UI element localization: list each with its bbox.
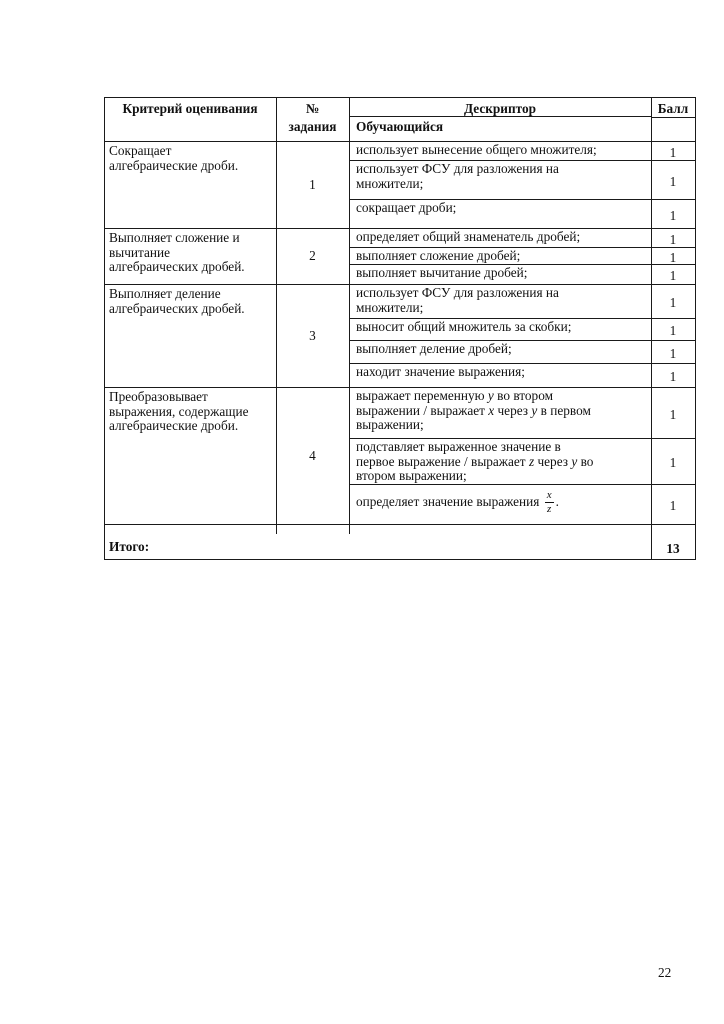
table-rule (651, 117, 696, 118)
descriptor-line: определяет значение выражения $\frac{x}{z}$ . (356, 489, 559, 516)
header-learner: Обучающийся (356, 119, 444, 134)
descriptor-line: выносит общий множитель за скобки; (356, 319, 572, 334)
total-score: 13 (666, 541, 680, 556)
criterion-text: Выполняет сложение и (109, 230, 240, 245)
descriptor-suffix: . (555, 494, 559, 509)
score-cell: 1 (669, 406, 677, 422)
table-rule (104, 559, 696, 560)
header-descriptor: Дескриптор (463, 101, 537, 116)
descriptor-line: находит значение выражения; (356, 364, 525, 379)
score-cell: 1 (669, 144, 677, 160)
score-cell: 1 (669, 295, 677, 310)
descriptor-line: выполняет деление дробей; (356, 341, 512, 356)
descriptor-line: множители; (356, 299, 424, 315)
descriptor-line: использует ФСУ для разложения на (356, 161, 559, 176)
criterion-text: выражения, содержащие (109, 403, 249, 419)
score-cell: 1 (669, 268, 677, 283)
descriptor-line: множители; (356, 175, 424, 191)
descriptor-line: выражении; (356, 417, 424, 432)
descriptor-line: первое выражение / выражает z через y во (356, 453, 594, 469)
table-rule (349, 97, 350, 534)
score-cell: 1 (669, 323, 677, 338)
table-rule (104, 97, 696, 98)
variable-symbol: z (528, 453, 535, 469)
descriptor-line: выполняет вычитание дробей; (356, 265, 528, 280)
table-rule (104, 524, 696, 525)
assessment-table (104, 97, 695, 559)
descriptor-line: втором выражении; (356, 468, 467, 483)
descriptor-line: использует вынесение общего множителя; (356, 142, 597, 157)
variable-symbol: x (488, 402, 495, 418)
header-task-number-symbol: № (305, 101, 320, 116)
fraction-denominator: z (547, 503, 552, 516)
table-rule (349, 116, 652, 117)
descriptor-line: выражает переменную y во втором (356, 388, 554, 403)
table-rule (276, 97, 277, 534)
task-number: 4 (309, 447, 316, 463)
header-criterion: Критерий оценивания (122, 101, 258, 116)
task-number: 1 (309, 176, 316, 192)
criterion-text: алгебраические дроби. (109, 418, 239, 433)
page-number: 22 (658, 965, 672, 980)
criterion-text: вычитание (109, 244, 171, 260)
total-label: Итого: (109, 539, 150, 554)
task-number: 2 (309, 248, 316, 263)
score-cell: 1 (669, 173, 677, 189)
score-cell: 1 (669, 455, 677, 470)
table-rule (349, 484, 696, 485)
score-cell: 1 (669, 231, 677, 247)
fraction-x-over-z (545, 490, 554, 515)
descriptor-line: использует ФСУ для разложения на (356, 285, 559, 300)
variable-symbol: y (487, 388, 494, 403)
criterion-text: алгебраических дробей. (109, 300, 245, 316)
fraction-numerator: x (546, 489, 552, 502)
criterion-text: Сокращает (109, 143, 172, 158)
criterion-text: алгебраических дробей. (109, 259, 245, 274)
descriptor-line: определяет общий знаменатель дробей; (356, 229, 581, 244)
criterion-text: Преобразовывает (109, 389, 208, 404)
score-cell: 1 (669, 498, 677, 513)
descriptor-line: сокращает дроби; (356, 200, 457, 215)
variable-symbol: y (531, 402, 538, 418)
score-cell: 1 (669, 369, 677, 384)
header-score: Балл (657, 101, 689, 116)
task-number: 3 (309, 327, 316, 343)
table-rule (104, 97, 105, 560)
descriptor-line: подставляет выраженное значение в (356, 439, 561, 454)
descriptor-line: выражении / выражает x через y в первом (356, 402, 591, 418)
score-cell: 1 (669, 345, 677, 361)
variable-symbol: y (571, 453, 578, 469)
descriptor-line: выполняет сложение дробей; (356, 248, 521, 263)
score-cell: 1 (669, 249, 677, 265)
criterion-text: Выполняет деление (109, 286, 221, 301)
table-rule (695, 97, 696, 560)
header-task-number-word: задания (288, 119, 337, 134)
criterion-text: алгебраические дроби. (109, 157, 239, 173)
score-cell: 1 (669, 207, 677, 223)
